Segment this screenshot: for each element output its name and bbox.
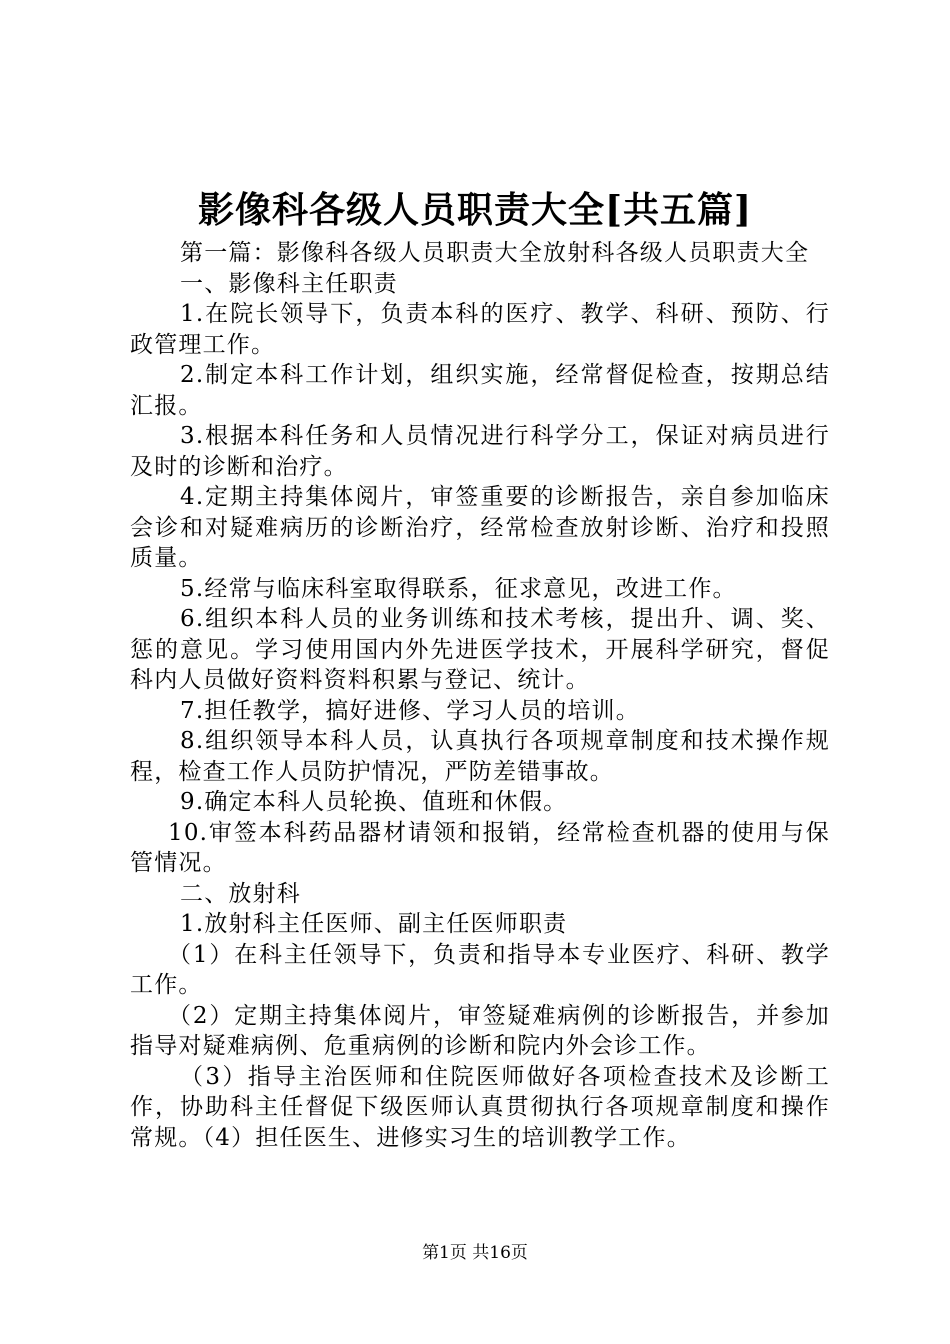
- paragraph-item-1: 1.在院长领导下，负责本科的医疗、教学、科研、预防、行政管理工作。: [130, 301, 830, 358]
- document-body: [130, 238, 830, 1153]
- paragraph-duty-2: （2）定期主持集体阅片，审签疑难病例的诊断报告，并参加指导对疑难病例、危重病例的诊断和院内外会诊工作。: [130, 1002, 830, 1059]
- paragraph-item-4: 4.定期主持集体阅片，审签重要的诊断报告，亲自参加临床会诊和对疑难病历的诊断治疗，经常检查放射诊断、治疗和投照质量。: [130, 484, 830, 571]
- paragraph-section-one-heading: 一、影像科主任职责: [180, 270, 398, 297]
- paragraph-duty-1: （1）在科主任领导下，负责和指导本专业医疗、科研、教学工作。: [130, 941, 830, 998]
- paragraph-item-5: 5.经常与临床科室取得联系，征求意见，改进工作。: [180, 575, 737, 602]
- page-footer: 第1页 共16页: [422, 1243, 528, 1263]
- paragraph-item-8: 8.组织领导本科人员，认真执行各项规章制度和技术操作规程，检查工作人员防护情况，严防差错事故。: [130, 728, 830, 785]
- paragraph-part-one-heading: 第一篇：影像科各级人员职责大全放射科各级人员职责大全: [180, 240, 810, 266]
- paragraph-duty-3-4: （3）指导主治医师和住院医师做好各项检查技术及诊断工作，协助科主任督促下级医师认真贯彻执行各项规章制度和操作常规。（4）担任医生、进修实习生的培训教学工作。: [130, 1063, 830, 1151]
- paragraph-item-9: 9.确定本科人员轮换、值班和休假。: [180, 789, 568, 815]
- document-title: 影像科各级人员职责大全[共五篇]: [197, 189, 753, 231]
- paragraph-item-2: 2.制定本科工作计划，组织实施，经常督促检查，按期总结汇报。: [130, 362, 830, 419]
- paragraph-item-7: 7.担任教学，搞好进修、学习人员的培训。: [180, 697, 640, 724]
- paragraph-item-10: 10.审签本科药品器材请领和报销，经常检查机器的使用与保管情况。: [130, 819, 830, 876]
- paragraph-section-two-heading: 二、放射科: [180, 880, 301, 907]
- paragraph-item-3: 3.根据本科任务和人员情况进行科学分工，保证对病员进行及时的诊断和治疗。: [130, 423, 830, 480]
- paragraph-item-6: 6.组织本科人员的业务训练和技术考核，提出升、调、奖、惩的意见。学习使用国内外先进医学技术，开展科学研究，督促科内人员做好资料资料积累与登记、统计。: [130, 606, 830, 693]
- paragraph-subsection-1-heading: 1.放射科主任医师、副主任医师职责: [180, 911, 568, 937]
